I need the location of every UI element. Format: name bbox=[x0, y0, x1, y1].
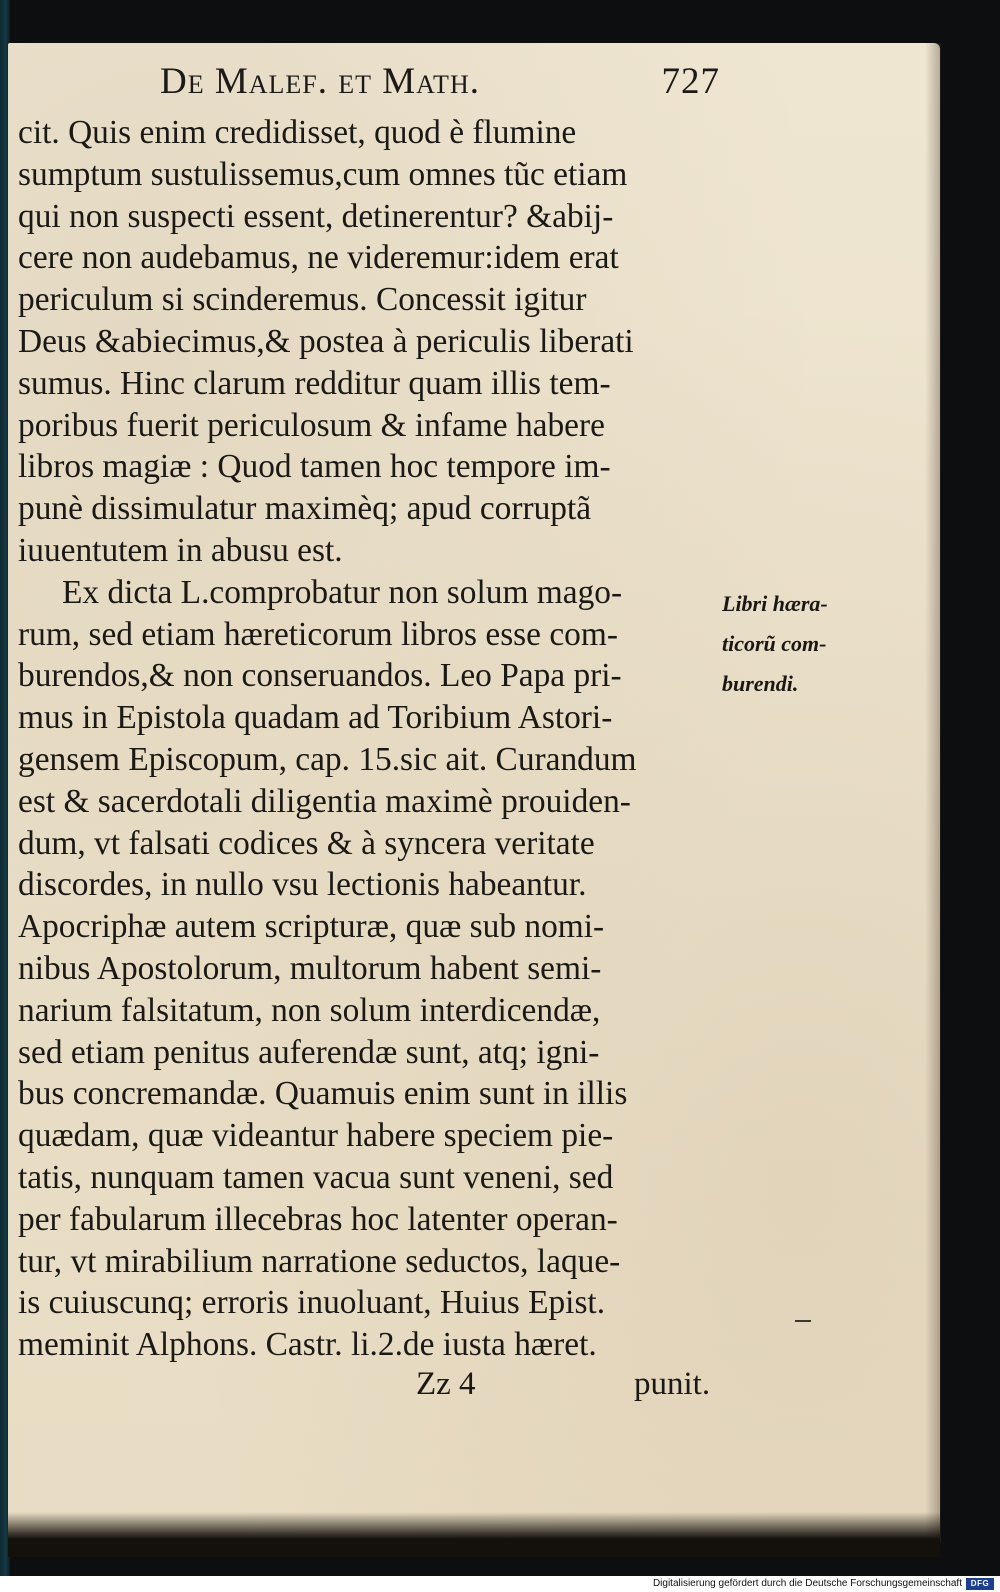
page-bottom-edge bbox=[8, 1512, 940, 1557]
text-line: per fabularum illecebras hoc latenter operan- bbox=[18, 1200, 618, 1238]
footer-bar bbox=[0, 1576, 1000, 1592]
text-line: mus in Epistola quadam ad Toribium Astori- bbox=[18, 699, 613, 737]
text-line: est & sacerdotali diligentia maximè prouiden- bbox=[18, 782, 631, 820]
footer-credit: Digitalisierung gefördert durch die Deutsche Forschungsgemeinschaft bbox=[652, 1578, 962, 1589]
text-line: sumptum sustulissemus,cum omnes tũc etiam bbox=[18, 155, 628, 193]
text-line: cit. Quis enim credidisset, quod è flumine bbox=[18, 114, 577, 151]
text-line: quædam, quæ videantur habere speciem pie- bbox=[18, 1117, 614, 1155]
text-line: gensem Episcopum, cap. 15.sic ait. Curandum bbox=[18, 740, 637, 778]
text-line: qui non suspecti essent, detinerentur? &abij- bbox=[18, 197, 614, 235]
text-line: poribus fuerit periculosum & infame habere bbox=[18, 406, 605, 444]
text-line: iuuentutem in abusu est. bbox=[18, 531, 343, 569]
margin-dash bbox=[795, 1320, 811, 1322]
text-line: meminit Alphons. Castr. li.2.de iusta hæret. bbox=[18, 1326, 597, 1364]
text-line: bus concremandæ. Quamuis enim sunt in illis bbox=[18, 1075, 628, 1113]
text-line: sumus. Hinc clarum redditur quam illis tem- bbox=[18, 364, 611, 402]
marginal-note-line: ticorũ com- bbox=[722, 631, 827, 656]
dfg-logo-icon: DFG bbox=[966, 1578, 994, 1590]
text-line: tatis, nunquam tamen vacua sunt veneni, sed bbox=[18, 1158, 614, 1196]
marginal-note-line: burendi. bbox=[722, 671, 799, 696]
text-line: burendos,& non conseruandos. Leo Papa pri- bbox=[18, 657, 622, 695]
marginal-note bbox=[722, 584, 862, 704]
text-line: punè dissimulatur maximèq; apud corruptã bbox=[18, 490, 592, 528]
running-title: De Malef. et Math. bbox=[160, 61, 480, 102]
marginal-note-line: Libri hæra- bbox=[722, 591, 828, 616]
signature-mark: Zz 4 bbox=[416, 1366, 476, 1402]
running-header bbox=[160, 60, 720, 110]
text-line: cere non audebamus, ne videremur:idem erat bbox=[18, 239, 619, 277]
text-line: libros magiæ : Quod tamen hoc tempore im- bbox=[18, 448, 611, 486]
page-edge-shadow bbox=[925, 43, 941, 1543]
text-line: periculum si scinderemus. Concessit igitur bbox=[18, 281, 587, 319]
text-line: sed etiam penitus auferendæ sunt, atq; igni- bbox=[18, 1033, 600, 1071]
text-line: narium falsitatum, non solum interdicendæ, bbox=[18, 991, 601, 1029]
text-line: Deus &abiecimus,& postea à periculis liberati bbox=[18, 322, 634, 360]
text-line: rum, sed etiam hæreticorum libros esse com- bbox=[18, 615, 618, 653]
text-line: discordes, in nullo vsu lectionis habeantur. bbox=[18, 866, 587, 904]
catchword: punit. bbox=[634, 1366, 711, 1402]
text-line: tur, vt mirabilium narratione seductos, laque- bbox=[18, 1242, 621, 1280]
body-text bbox=[18, 112, 718, 1366]
text-line: nibus Apostolorum, multorum habent semi- bbox=[18, 949, 602, 987]
text-line: is cuiuscunq; erroris inuoluant, Huius Epist. bbox=[18, 1284, 606, 1322]
page-number: 727 bbox=[661, 61, 720, 102]
text-line: Apocriphæ autem scripturæ, quæ sub nomi- bbox=[18, 908, 605, 946]
paragraph-start-line: Ex dicta L.comprobatur non solum mago- bbox=[62, 573, 623, 611]
text-line: dum, vt falsati codices & à syncera veritate bbox=[18, 824, 595, 862]
